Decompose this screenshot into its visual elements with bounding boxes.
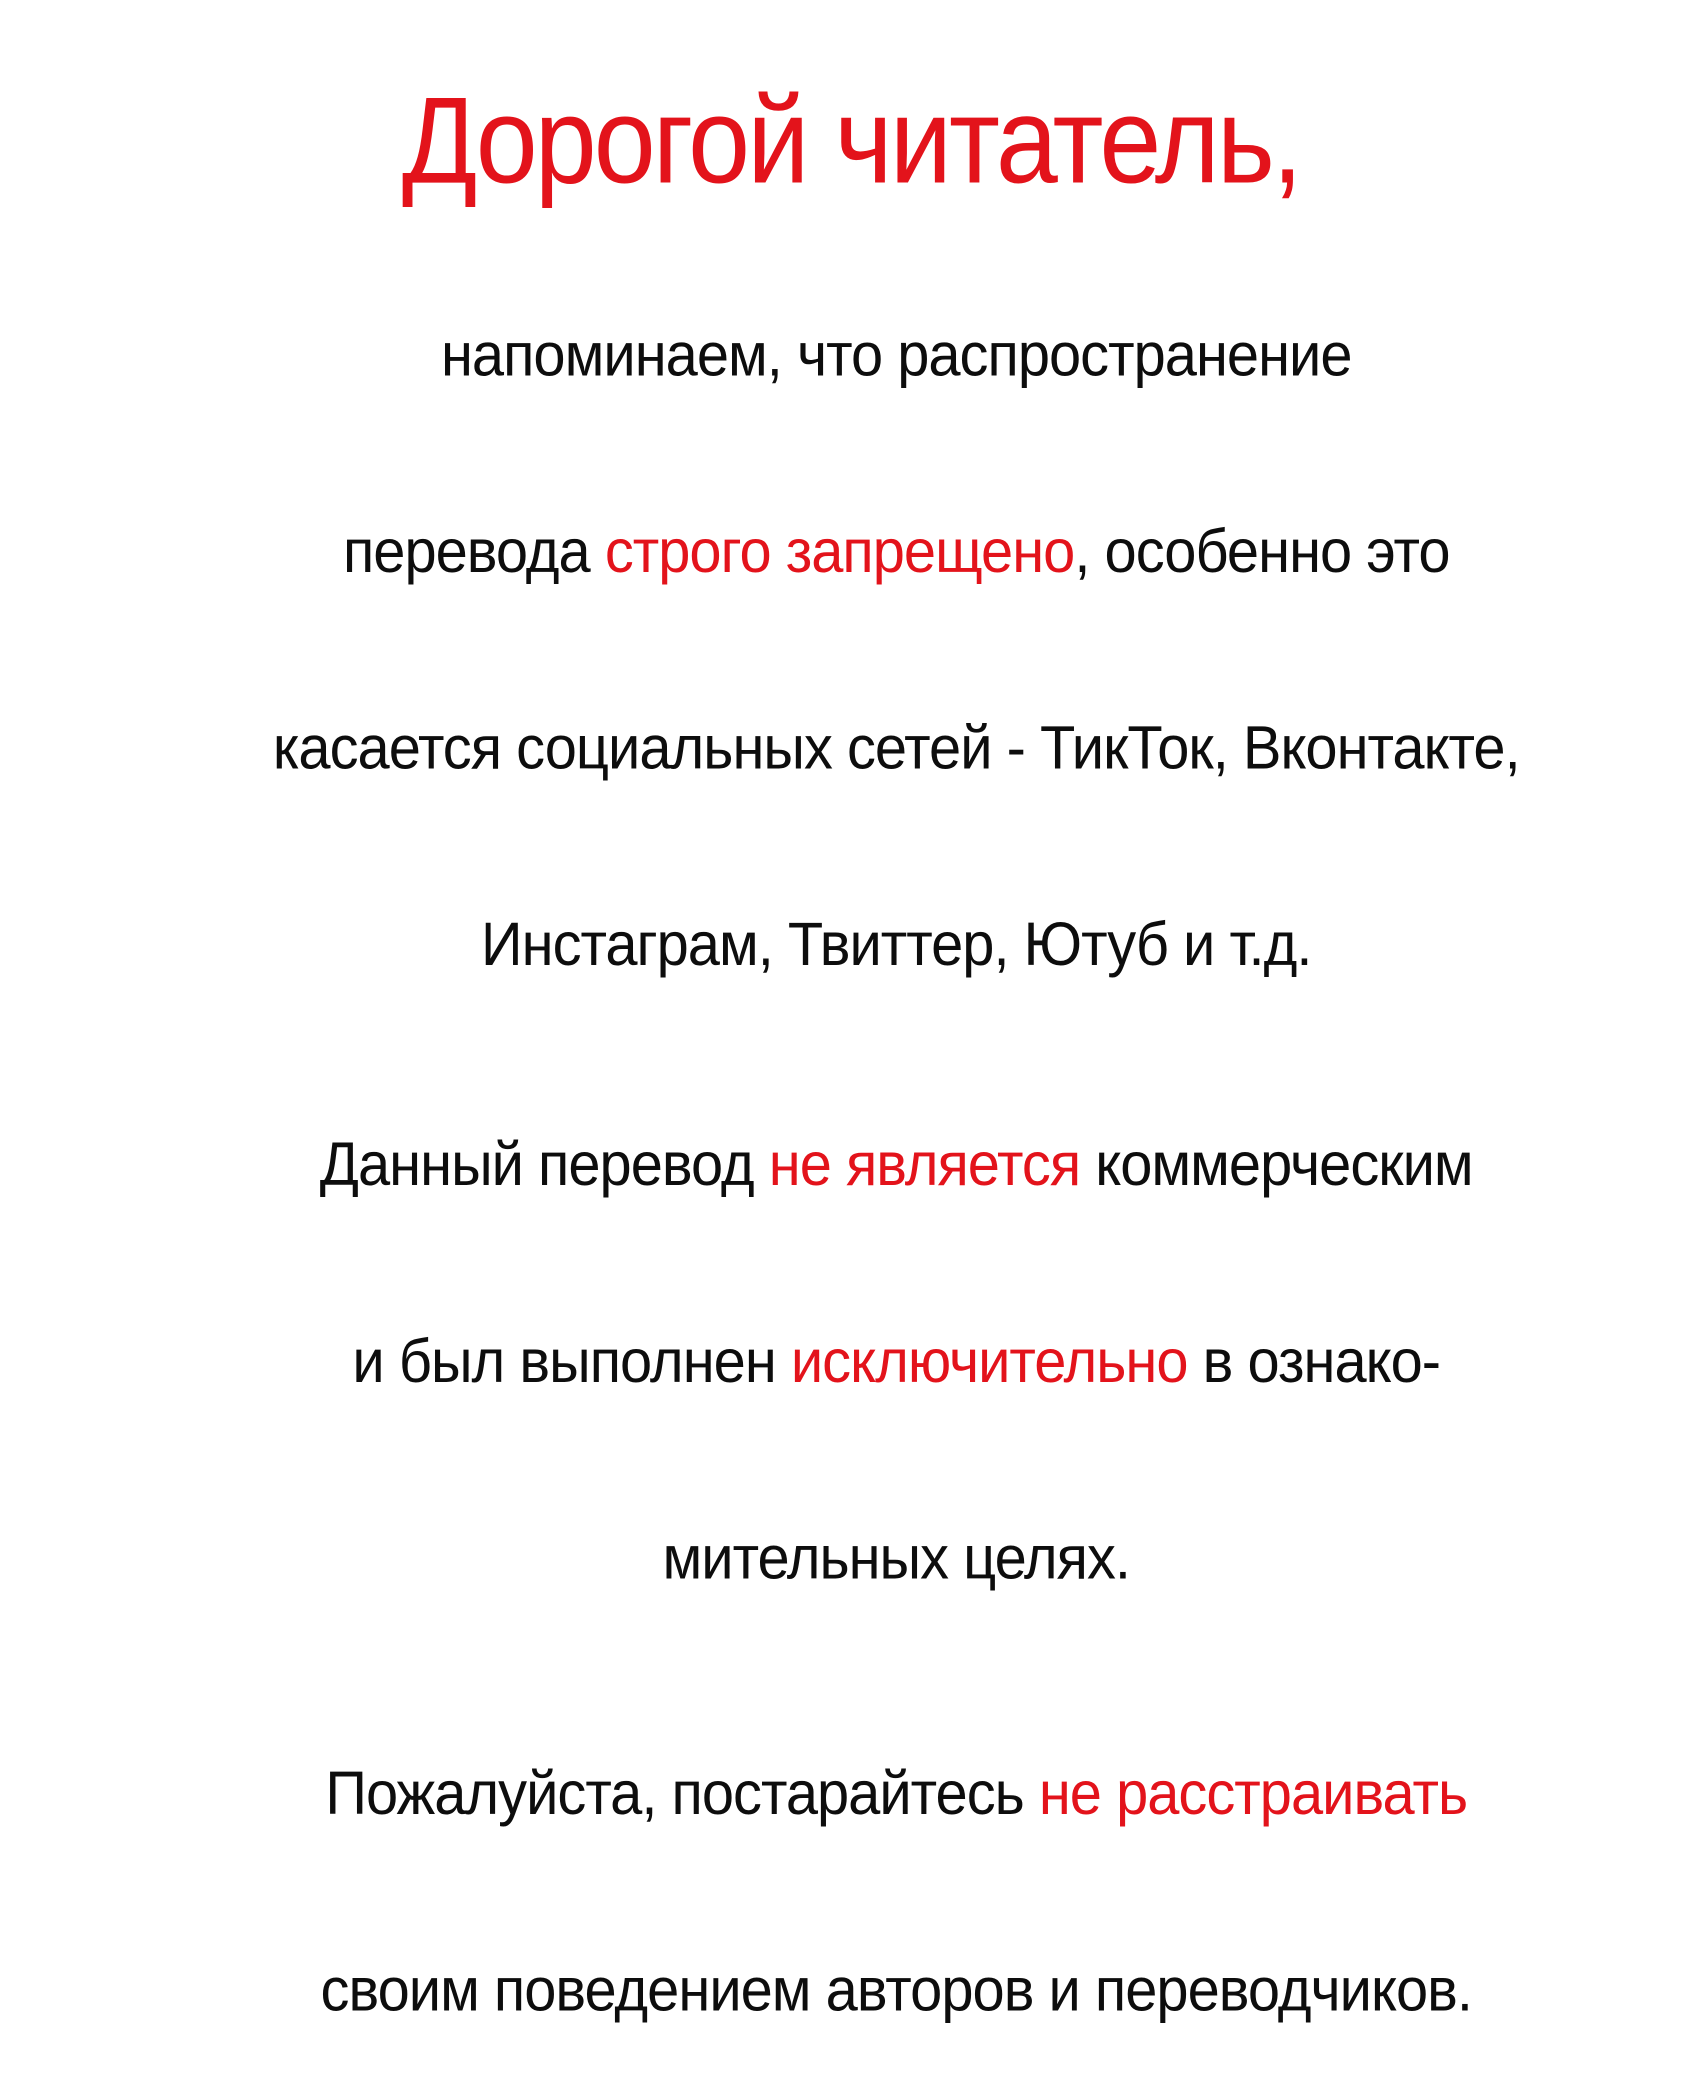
paragraph-distribution-warning: [17, 257, 1685, 1043]
highlighted-text: не является: [768, 1130, 1081, 1199]
text-segment: Инстаграм, Твиттер, Ютуб и т.д.: [481, 910, 1312, 979]
text-segment: Данный перевод: [319, 1130, 769, 1199]
paragraph-non-commercial-notice: [17, 1067, 1685, 1657]
highlighted-text: не расстраивать: [1038, 1758, 1468, 1828]
text-segment: мительных целях.: [662, 1523, 1130, 1592]
text-line: [17, 1892, 1685, 2089]
text-line: [17, 453, 1685, 650]
text-segment: , особенно это: [1074, 516, 1450, 586]
text-line: [17, 1695, 1685, 1892]
highlighted-text: исключительно: [790, 1326, 1188, 1396]
text-line: [17, 847, 1685, 1044]
text-segment: и был выполнен: [352, 1326, 791, 1396]
page-title: Дорогой читатель,: [401, 71, 1301, 209]
text-segment: коммерческим: [1080, 1130, 1473, 1199]
text-segment: в ознако-: [1187, 1326, 1441, 1396]
paragraph-request-to-readers: [17, 1695, 1685, 2088]
text-line: [17, 1067, 1685, 1264]
text-segment: касается социальных сетей - ТикТок, Вконтакте,: [272, 713, 1520, 783]
text-segment: напоминаем, что распространение: [440, 320, 1352, 389]
translator-notice-page: [0, 70, 1702, 2025]
text-line: [17, 650, 1685, 847]
text-line: [17, 1263, 1685, 1460]
text-line: [17, 1460, 1685, 1657]
text-line: [17, 257, 1685, 454]
highlighted-text: строго запрещено: [604, 516, 1075, 586]
text-segment: перевода: [342, 516, 605, 586]
text-segment: Пожалуйста, постарайтесь: [325, 1758, 1039, 1828]
text-segment: своим поведением авторов и переводчиков.: [320, 1955, 1472, 2025]
